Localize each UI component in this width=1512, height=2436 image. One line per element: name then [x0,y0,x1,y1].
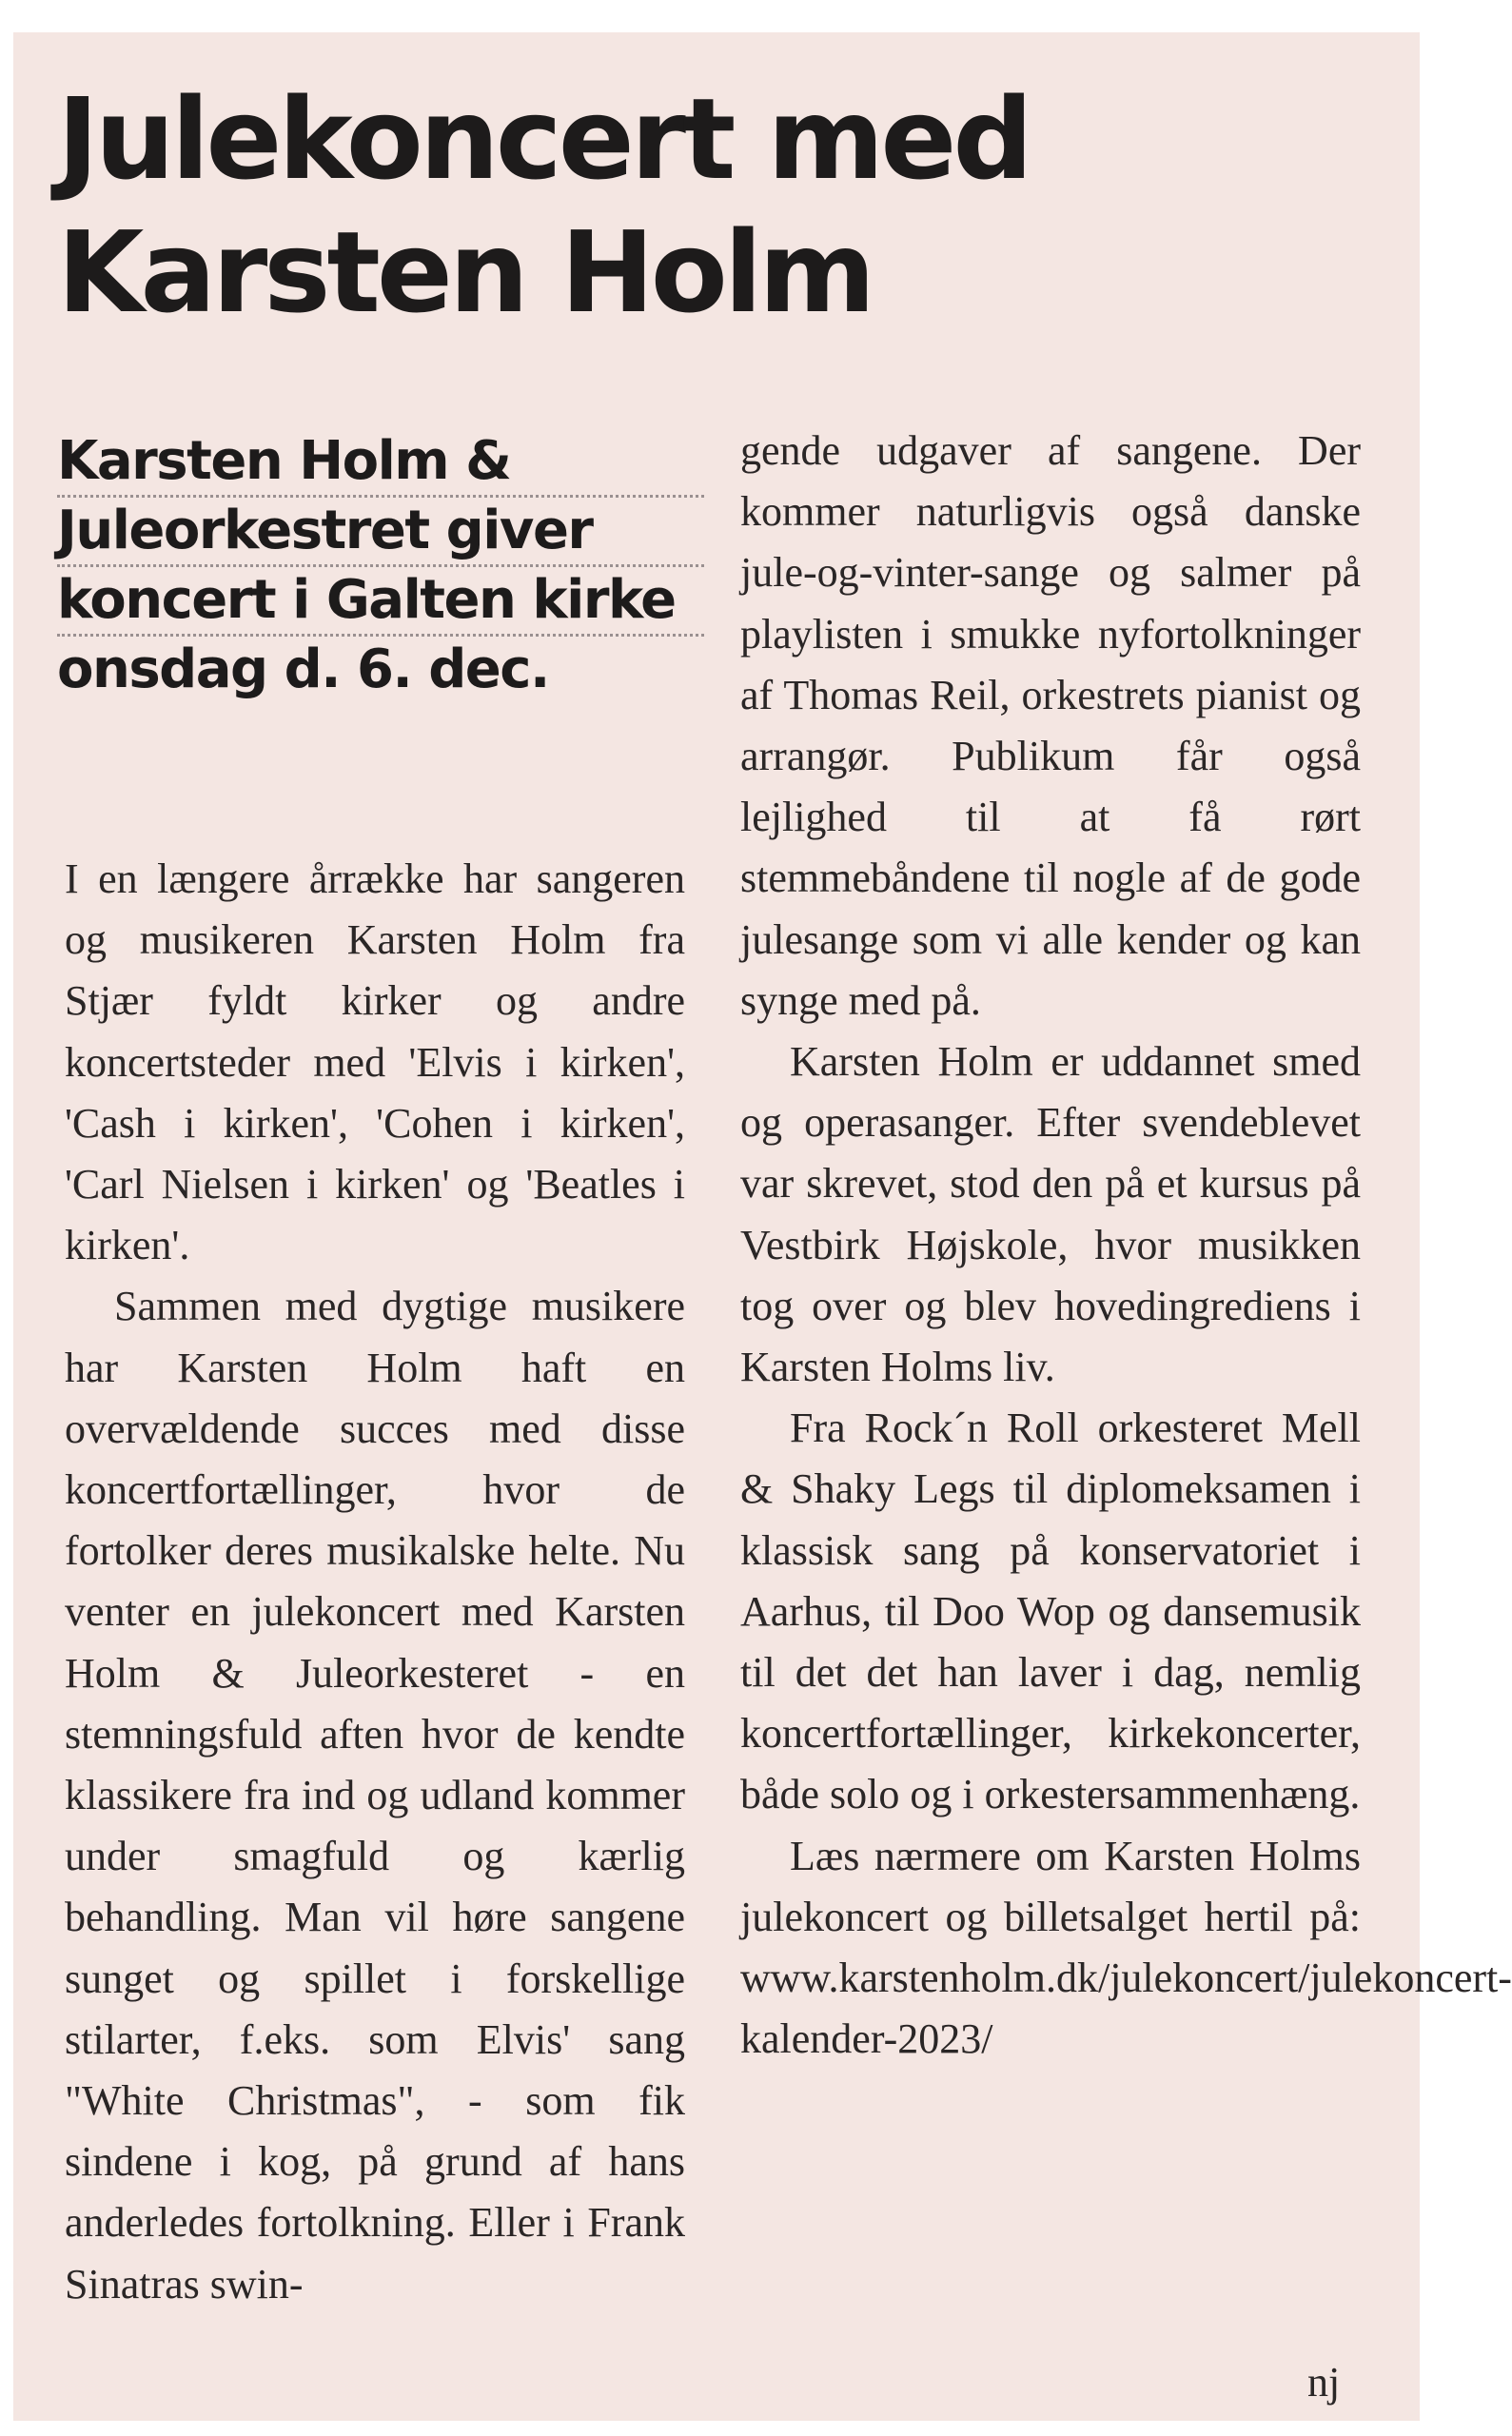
body-paragraph: Karsten Holm er uddannet smed og operasanger. Efter svendeblevet var skrevet, stod den på et kursus på Vestbirk Højskole, hvor musikken tog over og blev hovedingrediens i Karsten Holms liv. [740,1038,1361,1391]
author-signature: nj [1307,2359,1341,2406]
article-headline: Julekoncert med Karsten Holm [57,73,1030,338]
body-paragraph: I en længere årrække har sangeren og musikeren Karsten Holm fra Stjær fyldt kirker og andre koncertsteder med 'Elvis i kirken', 'Cash i kirken', 'Cohen i kirken', 'Carl Nielsen i kirken' og 'Beatles i kirken'. [65,855,685,1269]
subheadline-line: koncert i Galten kirke [57,569,704,637]
body-paragraph: Læs nærmere om Karsten Holms julekoncert og billetsalget hertil på: www.karstenholm.dk/julekoncert/julekoncert-kalender-2023/ [740,1832,1512,2063]
article-column-right [740,421,1512,2070]
newspaper-clipping [13,32,1512,2421]
subheadline-line: onsdag d. 6. dec. [57,638,549,700]
body-paragraph: gende udgaver af sangene. Der kommer naturligvis også danske jule-og-vinter-sange og salmer på playlisten i smukke nyfortolkninger af Thomas Reil, orkestrets pianist og arrangør. Publikum får også lejlighed til at få rørt stemmebåndene til nogle af de gode julesange som vi alle kender og kan synge med på. [740,427,1361,1024]
body-paragraph: Sammen med dygtige musikere har Karsten Holm haft en overvældende succes med disse koncertfortællinger, hvor de fortolker deres musikalske helte. Nu venter en julekoncert med Karsten Holm & Juleorkesteret - en stemningsfuld aften hvor de kendte klassikere fra ind og udland kommer under smagfuld og kærlig behandling. Man vil høre sangene sunget og spillet i forskellige stilarter, f.eks. som Elvis' sang "White Christmas", - som fik sindene i kog, på grund af hans anderledes fortolkning. Eller i Frank Sinatras swin- [65,1283,685,2308]
article-column-left [65,849,685,2315]
article-subheadline [57,430,704,705]
subheadline-line: Karsten Holm & [57,430,704,498]
body-paragraph: Fra Rock´n Roll orkesteret Mell & Shaky Legs til diplomeksamen i klassisk sang på konservatoriet i Aarhus, til Doo Wop og dansemusik til det det han laver i dag, nemlig koncertfortællinger, kirkekoncerter, både solo og i orkestersammenhæng. [740,1405,1361,1818]
subheadline-line: Juleorkestret giver [57,500,704,567]
